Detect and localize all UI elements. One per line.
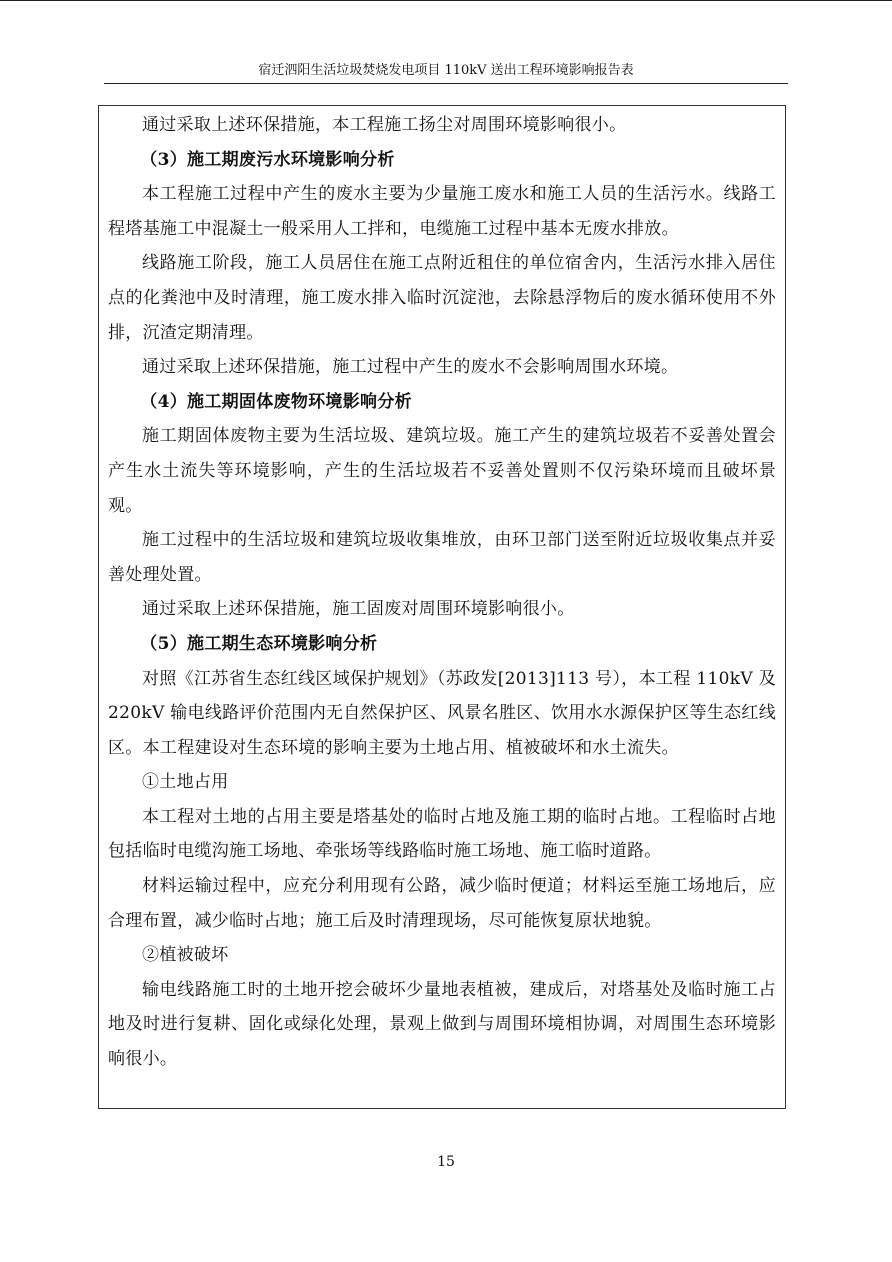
paragraph: 施工过程中的生活垃圾和建筑垃圾收集堆放，由环卫部门送至附近垃圾收集点并妥善处理处置。: [108, 530, 776, 585]
subheading-vegetation-damage: ②植被破坏: [142, 945, 229, 966]
paragraph: 通过采取上述环保措施，施工固废对周围环境影响很小。: [142, 599, 575, 620]
paragraph: 通过采取上述环保措施，施工过程中产生的废水不会影响周围水环境。: [142, 357, 679, 378]
header-rule: [104, 83, 788, 84]
paragraph: 输电线路施工时的土地开挖会破坏少量地表植被，建成后，对塔基处及临时施工占地及时进行复耕、固化或绿化处理，景观上做到与周围环境相协调，对周围生态环境影响很小。: [108, 979, 776, 1070]
paragraph: 本工程对土地的占用主要是塔基处的临时占地及施工期的临时占地。工程临时占地包括临时电缆沟施工场地、牵张场等线路临时施工场地、施工临时道路。: [108, 806, 776, 862]
running-header: 宿迁泗阳生活垃圾焚烧发电项目 110kV 送出工程环境影响报告表: [258, 63, 634, 78]
paragraph: 施工期固体废物主要为生活垃圾、建筑垃圾。施工产生的建筑垃圾若不妥善处置会产生水土流失等环境影响，产生的生活垃圾若不妥善处置则不仅污染环境而且破坏景观。: [108, 426, 776, 516]
subheading-land-use: ①土地占用: [142, 772, 229, 793]
section-heading-solid-waste: （4）施工期固体废物环境影响分析: [140, 391, 412, 412]
paragraph: 线路施工阶段，施工人员居住在施工点附近租住的单位宿舍内，生活污水排入居住点的化粪池中及时清理，施工废水排入临时沉淀池，去除悬浮物后的废水循环使用不外排，沉渣定期清理。: [108, 253, 776, 343]
paragraph: 材料运输过程中，应充分利用现有公路，减少临时便道；材料运至施工场地后，应合理布置，减少临时占地；施工后及时清理现场，尽可能恢复原状地貌。: [108, 876, 776, 931]
content-table-cell: [98, 105, 786, 1109]
section-heading-ecology: （5）施工期生态环境影响分析: [140, 633, 378, 654]
page-number: 15: [437, 1154, 455, 1170]
paragraph: 对照《江苏省生态红线区域保护规划》（苏政发[2013]113 号），本工程 110kV 及 220kV 输电线路评价范围内无自然保护区、风景名胜区、饮用水水源保护区等生态红线区。本工程建设对生态环境的影响主要为土地占用、植被破坏和水土流失。: [108, 668, 776, 758]
section-heading-wastewater: （3）施工期废污水环境影响分析: [140, 149, 395, 170]
paragraph: 通过采取上述环保措施，本工程施工扬尘对周围环境影响很小。: [142, 115, 627, 135]
page-top-rule: [0, 0, 892, 1]
paragraph: 本工程施工过程中产生的废水主要为少量施工废水和施工人员的生活污水。线路工程塔基施工中混凝土一般采用人工拌和，电缆施工过程中基本无废水排放。: [108, 184, 776, 239]
